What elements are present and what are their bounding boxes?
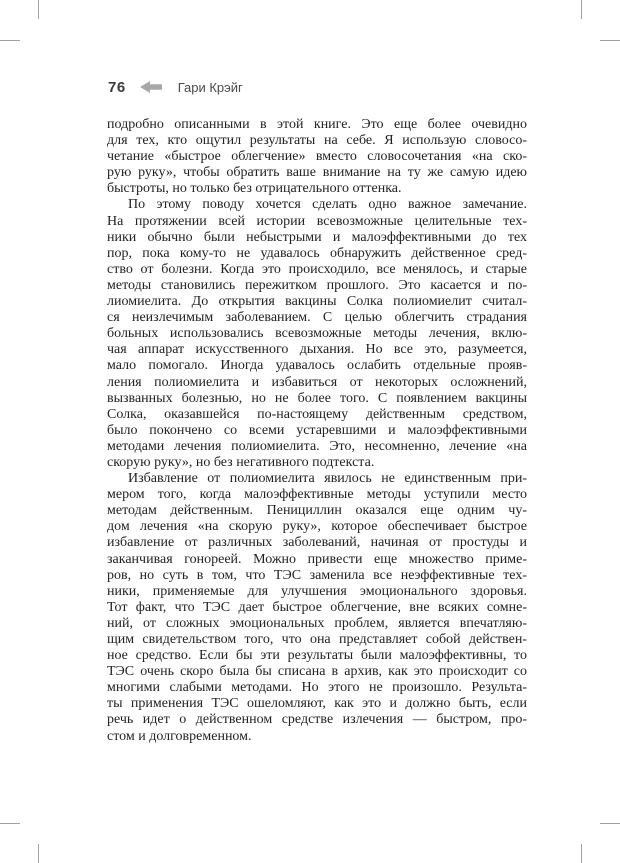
crop-mark xyxy=(600,40,620,41)
text-line: дом лечения «на скорую руку», которое обеспечивает быстрое xyxy=(107,519,527,535)
text-line: рую руку», чтобы обратить ваше внимание на ту же самую идею xyxy=(107,165,527,181)
crop-mark xyxy=(581,844,582,863)
text-line: подробно описанными в этой книге. Это еще более очевидно xyxy=(107,117,527,132)
text-line: быстроты, но только без отрицательного оттенка. xyxy=(107,181,402,197)
text-line: ления полиомиелита и избавиться от некоторых осложнений, xyxy=(107,374,527,390)
text-line: ники, применяемые для улучшения эмоционального здоровья. xyxy=(107,583,527,599)
text-line: было покончено со всеми устаревшими и малоэффективными xyxy=(107,422,527,438)
page-text xyxy=(107,117,527,745)
text-line: речь идет о действенном средстве излечения — быстром, про- xyxy=(107,712,527,728)
text-line: заканчивая гонореей. Можно привести еще множество приме- xyxy=(107,551,527,567)
text-line: Избавление от полиомиелита явилось не единственным при- xyxy=(128,471,527,487)
text-line: пор, пока кому-то не удавалось обнаружить действенное сред- xyxy=(107,245,527,261)
crop-mark xyxy=(0,823,20,824)
running-header-author: Гари Крэйг xyxy=(177,79,243,95)
text-line: мало помогало. Иногда удавалось ослабить отдельные прояв- xyxy=(107,358,527,374)
text-line: По этому поводу хочется сделать одно важное замечание. xyxy=(128,197,527,213)
left-arrow-icon xyxy=(140,81,162,93)
text-line: Солка, оказавшейся по-настоящему действенным средством, xyxy=(107,406,527,422)
text-line: ний, от сложных эмоциональных проблем, является впечатляю- xyxy=(107,615,527,631)
crop-mark xyxy=(0,40,20,41)
text-line: ров, но суть в том, что ТЭС заменила все неэффективные тех- xyxy=(107,567,527,583)
text-line: На протяжении всей истории всевозможные целительные тех- xyxy=(107,213,527,229)
text-line: вызванных болезнью, но не более того. С появлением вакцины xyxy=(107,390,527,406)
text-line: стом и долговременном. xyxy=(107,728,252,744)
text-line: избавление от различных заболеваний, начиная от простуды и xyxy=(107,535,527,551)
crop-mark xyxy=(38,0,39,19)
text-line: чая аппарат искусственного дыхания. Но все это, разумеется, xyxy=(107,342,527,358)
text-line: щим свидетельством того, что она представляет собой действен- xyxy=(107,632,527,647)
page-number: 76 xyxy=(108,78,126,96)
crop-mark xyxy=(38,844,39,863)
text-line: ство от болезни. Когда это происходило, все менялось, и старые xyxy=(107,261,527,277)
text-line: ТЭС очень скоро была бы списана в архив, как это происходит со xyxy=(107,664,527,680)
text-line: ники обычно были небыстрыми и малоэффективными до тех xyxy=(107,229,527,245)
text-line: ное средство. Если бы эти результаты были малоэффективны, то xyxy=(107,648,527,664)
text-line: ты применения ТЭС ошеломляют, как это и должно быть, если xyxy=(107,696,527,712)
text-line: методам действенным. Пенициллин оказался еще одним чу- xyxy=(107,503,527,519)
text-line: лиомиелита. До открытия вакцины Солка полиомиелит считал- xyxy=(107,294,527,310)
text-line: многими слабыми методами. Но этого не произошло. Результа- xyxy=(107,680,527,696)
text-line: для тех, кто ощутил результаты на себе. Я использую словосо- xyxy=(107,133,527,149)
text-line: методы становились пережитком прошлого. Это касается и по- xyxy=(107,277,527,293)
text-line: больных использовались всевозможные методы лечения, вклю- xyxy=(107,326,527,342)
text-line: ся неизлечимым заболеванием. С целью облегчить страдания xyxy=(107,310,527,326)
crop-mark xyxy=(600,823,620,824)
text-line: скорую руку», но без негативного подтекста. xyxy=(107,454,375,470)
text-line: мером того, когда малоэффективные методы уступили место xyxy=(107,487,527,503)
text-line: методами лечения полиомиелита. Это, несомненно, лечение «на xyxy=(107,438,527,454)
text-line: Тот факт, что ТЭС дает быстрое облегчение, вне всяких сомне- xyxy=(107,599,527,615)
crop-mark xyxy=(581,0,582,19)
text-line: четание «быстрое облегчение» вместо словосочетания «на ско- xyxy=(107,149,527,165)
running-header xyxy=(108,78,243,96)
